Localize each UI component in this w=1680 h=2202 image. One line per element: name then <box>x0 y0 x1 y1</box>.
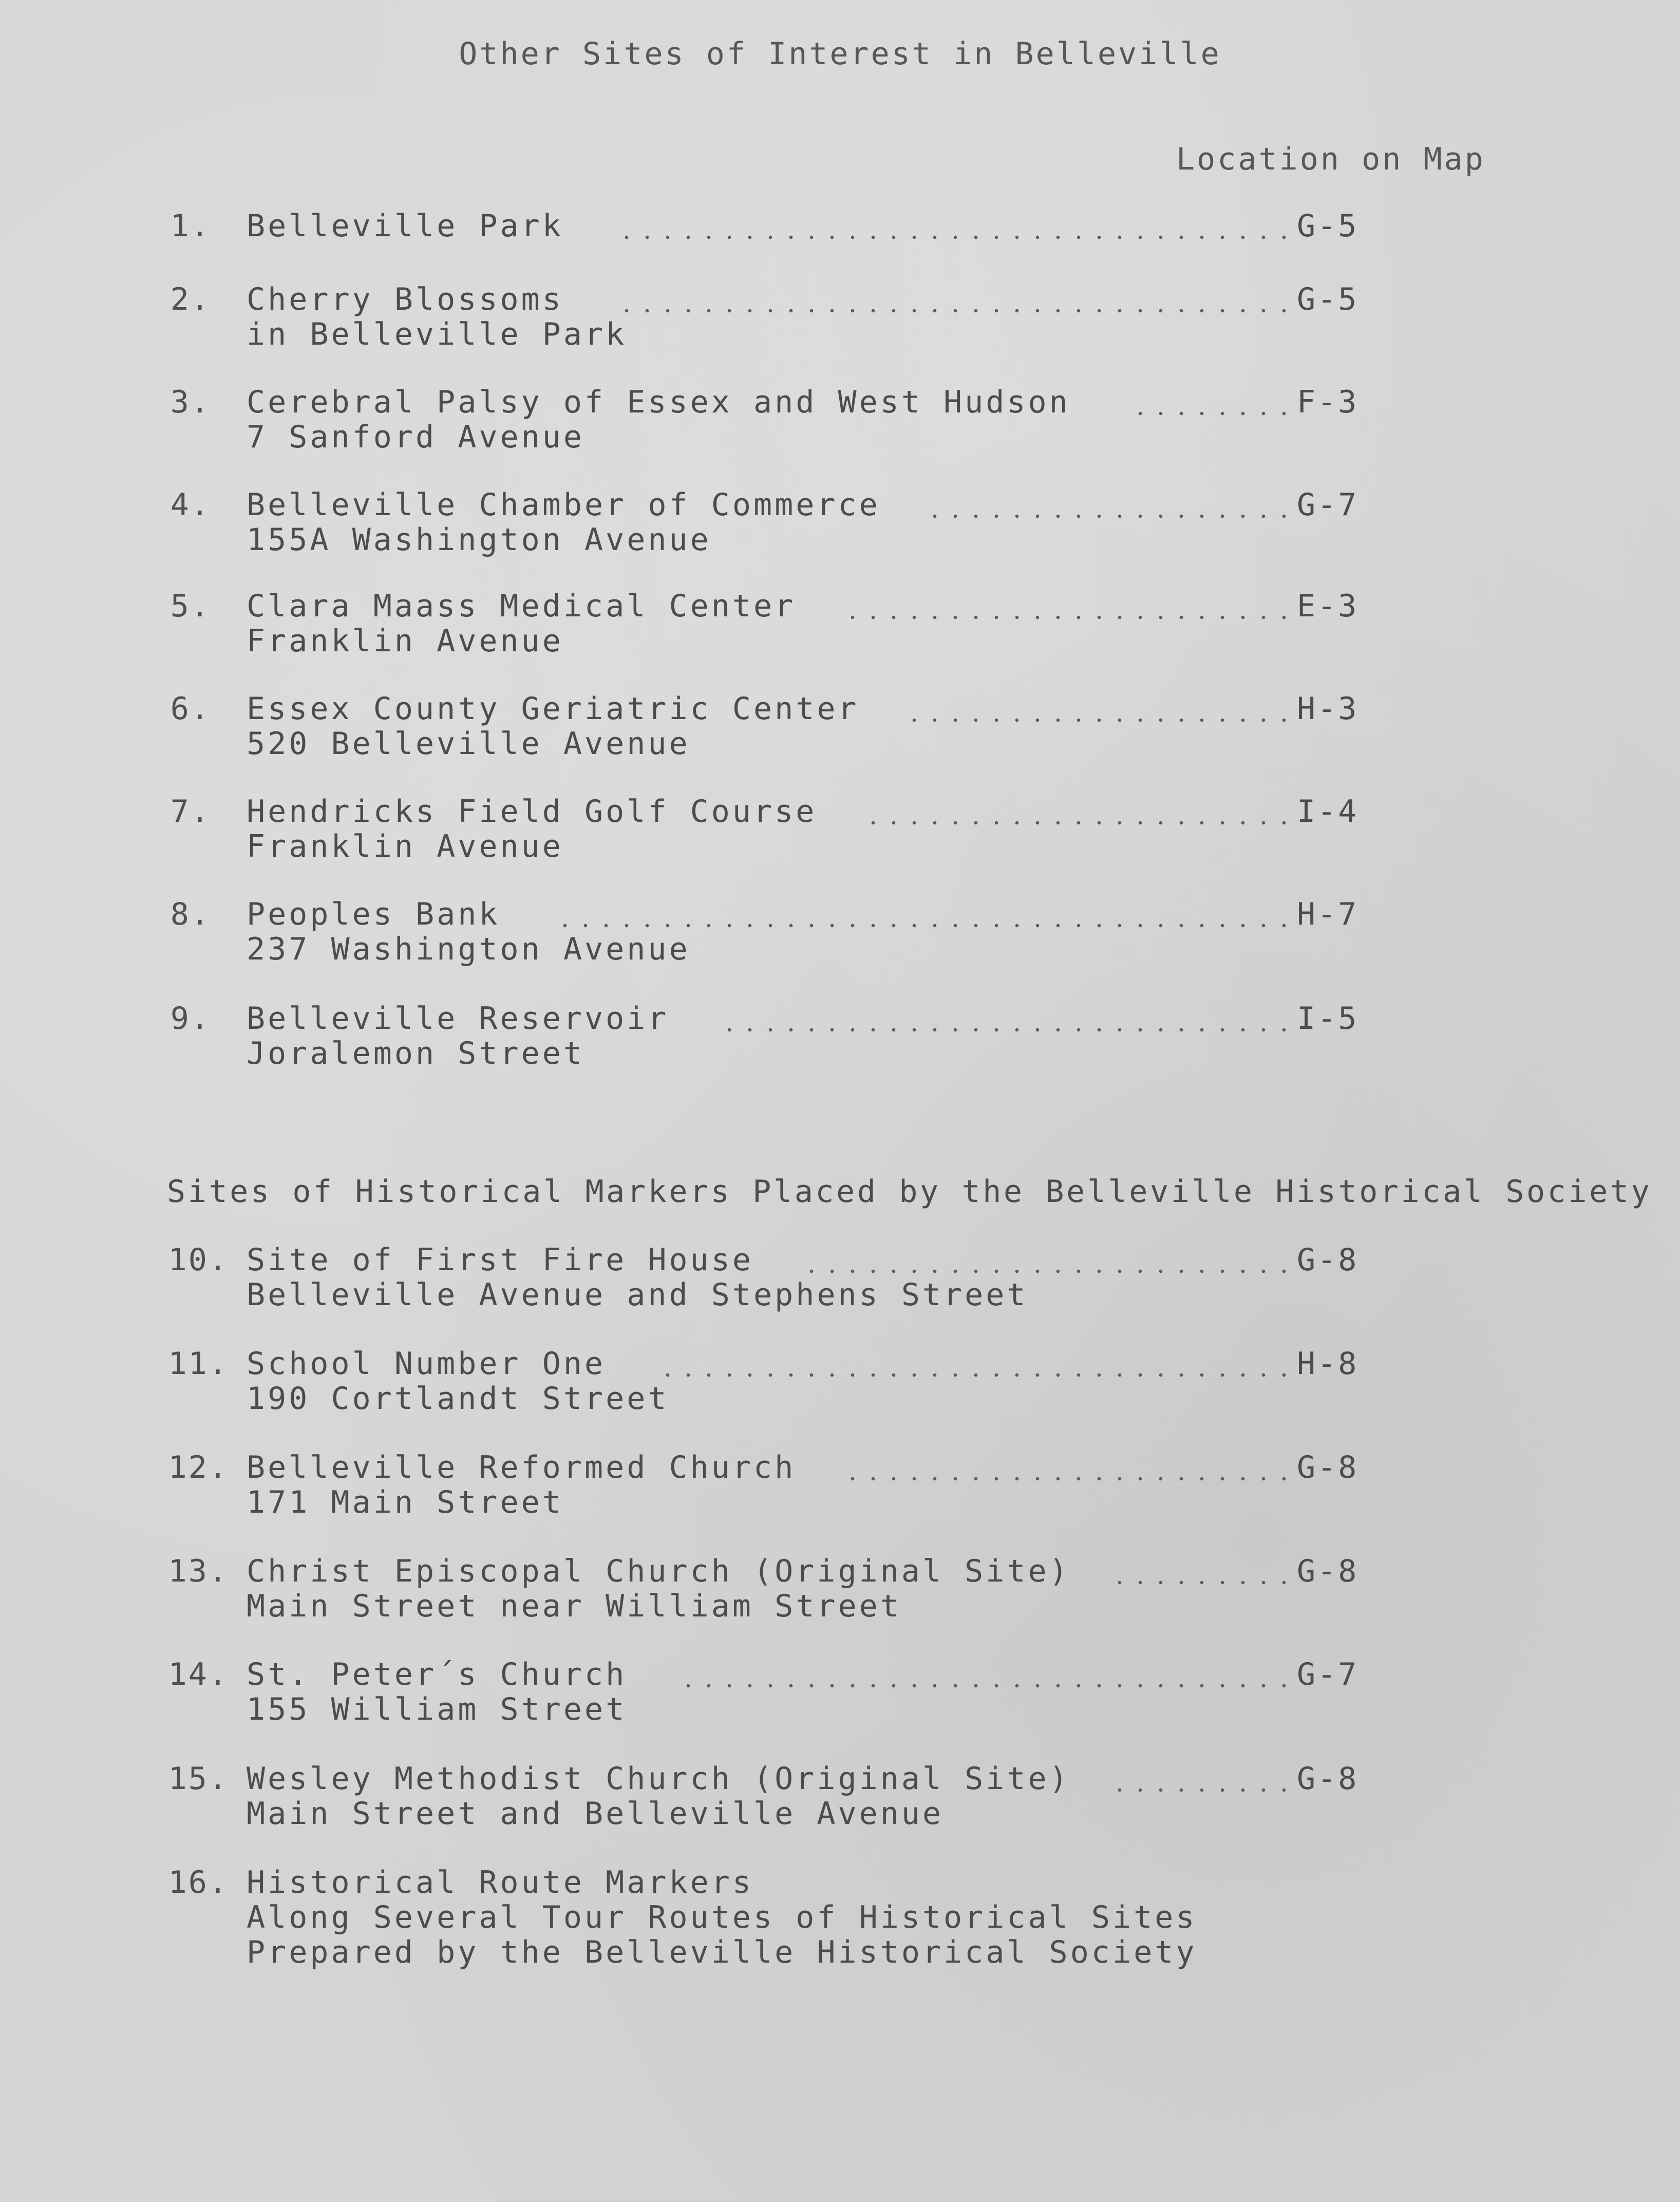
item-address: 190 Cortlandt Street <box>247 1381 669 1417</box>
item-name: Wesley Methodist Church (Original Site) <box>247 1761 1070 1797</box>
item-address: 7 Sanford Avenue <box>247 419 584 455</box>
leader-dots <box>562 923 1294 928</box>
item-name: Historical Route Markers <box>247 1865 753 1900</box>
map-location: E-3 <box>1297 588 1359 624</box>
map-location: G-8 <box>1297 1242 1359 1278</box>
item-address: Main Street near William Street <box>247 1588 901 1624</box>
item-name: Belleville Reformed Church <box>247 1450 796 1485</box>
item-name: Peoples Bank <box>247 896 500 932</box>
map-location: G-8 <box>1297 1450 1359 1485</box>
item-address: Belleville Avenue and Stephens Street <box>247 1277 1028 1313</box>
item-number: 3. <box>170 384 211 420</box>
item-address: Along Several Tour Routes of Historical Sites <box>247 1899 1197 1935</box>
item-address: 155 William Street <box>247 1691 627 1727</box>
map-location: H-3 <box>1297 691 1359 727</box>
item-address: Franklin Avenue <box>247 623 563 659</box>
leader-dots <box>850 615 1294 620</box>
item-number: 8. <box>170 896 211 932</box>
leader-dots <box>871 820 1294 825</box>
item-address: 155A Washington Avenue <box>247 522 711 558</box>
leader-dots <box>932 514 1294 519</box>
map-location: H-8 <box>1297 1346 1359 1382</box>
map-location: H-7 <box>1297 896 1359 932</box>
item-number: 12. <box>168 1450 229 1485</box>
item-name: Site of First Fire House <box>247 1242 753 1278</box>
leader-dots <box>850 1476 1294 1481</box>
item-number: 13. <box>168 1553 229 1589</box>
item-address: Joralemon Street <box>247 1036 584 1071</box>
item-number: 1. <box>170 208 211 244</box>
leader-dots <box>619 235 1294 240</box>
item-name: Essex County Geriatric Center <box>247 691 859 727</box>
section-heading: Sites of Historical Markers Placed by the Belleville Historical Society <box>167 1174 1652 1210</box>
leader-dots <box>665 1372 1294 1378</box>
item-number: 5. <box>170 588 211 624</box>
item-address: Main Street and Belleville Avenue <box>247 1796 944 1832</box>
item-number: 10. <box>168 1242 229 1278</box>
map-location: G-5 <box>1297 281 1359 317</box>
item-number: 16. <box>168 1865 229 1900</box>
page-title: Other Sites of Interest in Belleville <box>459 36 1221 72</box>
item-number: 14. <box>168 1657 229 1692</box>
item-name: St. Peter´s Church <box>247 1657 627 1692</box>
item-address: Franklin Avenue <box>247 829 563 864</box>
item-address: 520 Belleville Avenue <box>247 726 690 762</box>
leader-dots <box>619 308 1294 313</box>
map-location: G-8 <box>1297 1761 1359 1797</box>
leader-dots <box>809 1269 1294 1274</box>
item-name: Clara Maass Medical Center <box>247 588 796 624</box>
item-name: Christ Episcopal Church (Original Site) <box>247 1553 1070 1589</box>
item-number: 15. <box>168 1761 229 1797</box>
item-address-line-2: Prepared by the Belleville Historical Society <box>247 1934 1197 1970</box>
item-name: Cherry Blossoms <box>247 281 563 317</box>
leader-dots <box>1122 411 1294 416</box>
item-name: School Number One <box>247 1346 606 1382</box>
item-number: 2. <box>170 281 211 317</box>
map-location: G-8 <box>1297 1553 1359 1589</box>
item-name: Belleville Reservoir <box>247 1001 669 1037</box>
item-address: 171 Main Street <box>247 1484 563 1520</box>
leader-dots <box>912 718 1294 723</box>
map-location: F-3 <box>1297 384 1359 420</box>
map-location: I-5 <box>1297 1001 1359 1037</box>
item-number: 7. <box>170 794 211 830</box>
location-column-header: Location on Map <box>1176 141 1485 177</box>
map-location: G-7 <box>1297 1657 1359 1692</box>
item-address: 237 Washington Avenue <box>247 931 690 967</box>
map-location: G-5 <box>1297 208 1359 244</box>
leader-dots <box>1107 1787 1294 1793</box>
item-number: 9. <box>170 1001 211 1037</box>
leader-dots <box>686 1683 1294 1688</box>
item-name: Hendricks Field Golf Course <box>247 794 817 830</box>
map-location: I-4 <box>1297 794 1359 830</box>
map-location: G-7 <box>1297 487 1359 523</box>
leader-dots <box>727 1027 1294 1032</box>
item-name: Belleville Chamber of Commerce <box>247 487 880 523</box>
item-number: 6. <box>170 691 211 727</box>
item-name: Belleville Park <box>247 208 563 244</box>
item-number: 4. <box>170 487 211 523</box>
item-number: 11. <box>168 1346 229 1382</box>
item-address: in Belleville Park <box>247 316 627 352</box>
leader-dots <box>1107 1580 1294 1585</box>
item-name: Cerebral Palsy of Essex and West Hudson <box>247 384 1070 420</box>
